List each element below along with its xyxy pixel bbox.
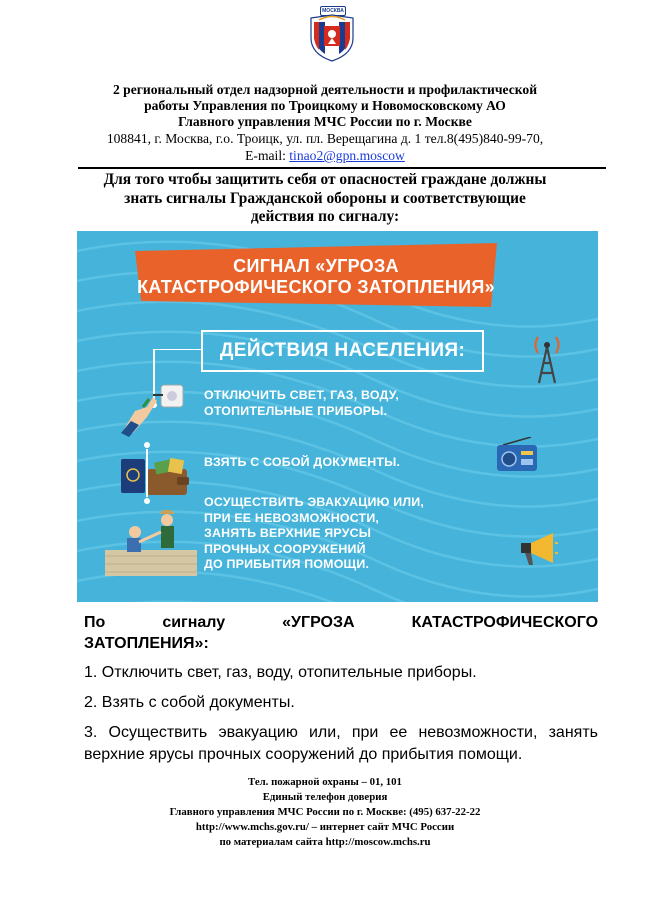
poster-action-3 bbox=[204, 495, 424, 573]
mchs-emblem-icon bbox=[309, 6, 355, 62]
radio-icon bbox=[495, 437, 539, 473]
signal-heading-line2: ЗАТОПЛЕНИЯ»: bbox=[84, 635, 209, 652]
action3-line5: ДО ПРИБЫТИЯ ПОМОЩИ. bbox=[204, 557, 370, 572]
actions-title-box bbox=[201, 330, 484, 372]
action3-line2: ПРИ ЕЕ НЕВОЗМОЖНОСТИ, bbox=[204, 510, 380, 525]
mchs-website-line: http://www.mchs.gov.ru/ – интернет сайт МЧС России bbox=[195, 821, 455, 833]
intro-line1: Для того чтобы защитить себя от опасностей граждане должны bbox=[103, 171, 547, 188]
source-line: по материалам сайта http://moscow.mchs.ru bbox=[219, 836, 431, 848]
emblem-caption: МОСКВА bbox=[320, 6, 346, 16]
department-email-line bbox=[60, 148, 590, 164]
email-label: E-mail: bbox=[245, 148, 290, 163]
signal-item-3-line2: верхние ярусы прочных сооружений до прибытия помощи. bbox=[84, 746, 523, 763]
banner-line1: СИГНАЛ «УГРОЗА bbox=[233, 256, 399, 276]
signal-heading-word3: «УГРОЗА bbox=[282, 614, 355, 631]
intro-text bbox=[60, 171, 590, 227]
header-divider bbox=[78, 167, 606, 169]
hotline-phone: Главного управления МЧС России по г. Москве: (495) 637-22-22 bbox=[169, 806, 481, 818]
department-name-line2: работы Управления по Троицкому и Новомосковскому АО bbox=[144, 98, 506, 113]
department-address: 108841, г. Москва, г.о. Троицк, ул. пл. Верещагина д. 1 тел.8(495)840-99-70, bbox=[106, 131, 544, 146]
megaphone-icon bbox=[517, 531, 559, 567]
action3-line1: ОСУЩЕСТВИТЬ ЭВАКУАЦИЮ ИЛИ, bbox=[204, 495, 425, 509]
intro-line2: знать сигналы Гражданской обороны и соответствующие bbox=[124, 189, 526, 207]
poster-action-2: ВЗЯТЬ С СОБОЙ ДОКУМЕНТЫ. bbox=[204, 455, 401, 469]
action3-line4: ПРОЧНЫХ СООРУЖЕНИЙ bbox=[204, 541, 366, 556]
passport-wallet-icon bbox=[115, 455, 197, 503]
signal-heading-line1 bbox=[84, 612, 598, 634]
action3-line3: ЗАНЯТЬ ВЕРХНИЕ ЯРУСЫ bbox=[204, 526, 372, 541]
signal-heading-word1: По bbox=[84, 614, 106, 631]
signal-heading-word2: сигналу bbox=[162, 614, 226, 631]
department-name-line1: 2 региональный отдел надзорной деятельности и профилактической bbox=[112, 82, 538, 97]
action1-line1: ОТКЛЮЧИТЬ СВЕТ, ГАЗ, ВОДУ, bbox=[204, 388, 399, 402]
department-name-line3: Главного управления МЧС России по г. Москве bbox=[178, 114, 472, 129]
banner-line2: КАТАСТРОФИЧЕСКОГО ЗАТОПЛЕНИЯ» bbox=[137, 277, 495, 297]
email-link[interactable]: tinao2@gpn.moscow bbox=[289, 148, 405, 163]
fire-phone-line: Тел. пожарной охраны – 01, 101 bbox=[248, 776, 402, 788]
signal-poster bbox=[77, 231, 598, 602]
signal-heading-word4: КАТАСТРОФИЧЕСКОГО bbox=[411, 614, 599, 631]
action1-line2: ОТОПИТЕЛЬНЫЕ ПРИБОРЫ. bbox=[204, 403, 388, 418]
hotline-title: Единый телефон доверия bbox=[262, 791, 388, 803]
signal-banner bbox=[135, 243, 497, 307]
rescue-people-icon bbox=[105, 506, 197, 576]
poster-action-1 bbox=[204, 388, 399, 419]
intro-line3: действия по сигналу: bbox=[250, 208, 400, 225]
signal-item-1: 1. Отключить свет, газ, воду, отопительные приборы. bbox=[84, 664, 477, 681]
plug-socket-icon bbox=[113, 381, 189, 437]
signal-banner-title bbox=[135, 256, 497, 298]
signal-item-2: 2. Взять с собой документы. bbox=[84, 694, 295, 711]
radio-tower-icon bbox=[529, 329, 565, 385]
signal-item-3-line1: 3. Осуществить эвакуацию или, при ее невозможности, занять bbox=[84, 724, 598, 741]
timeline-dots bbox=[143, 441, 151, 505]
actions-title: ДЕЙСТВИЯ НАСЕЛЕНИЯ: bbox=[219, 340, 466, 361]
